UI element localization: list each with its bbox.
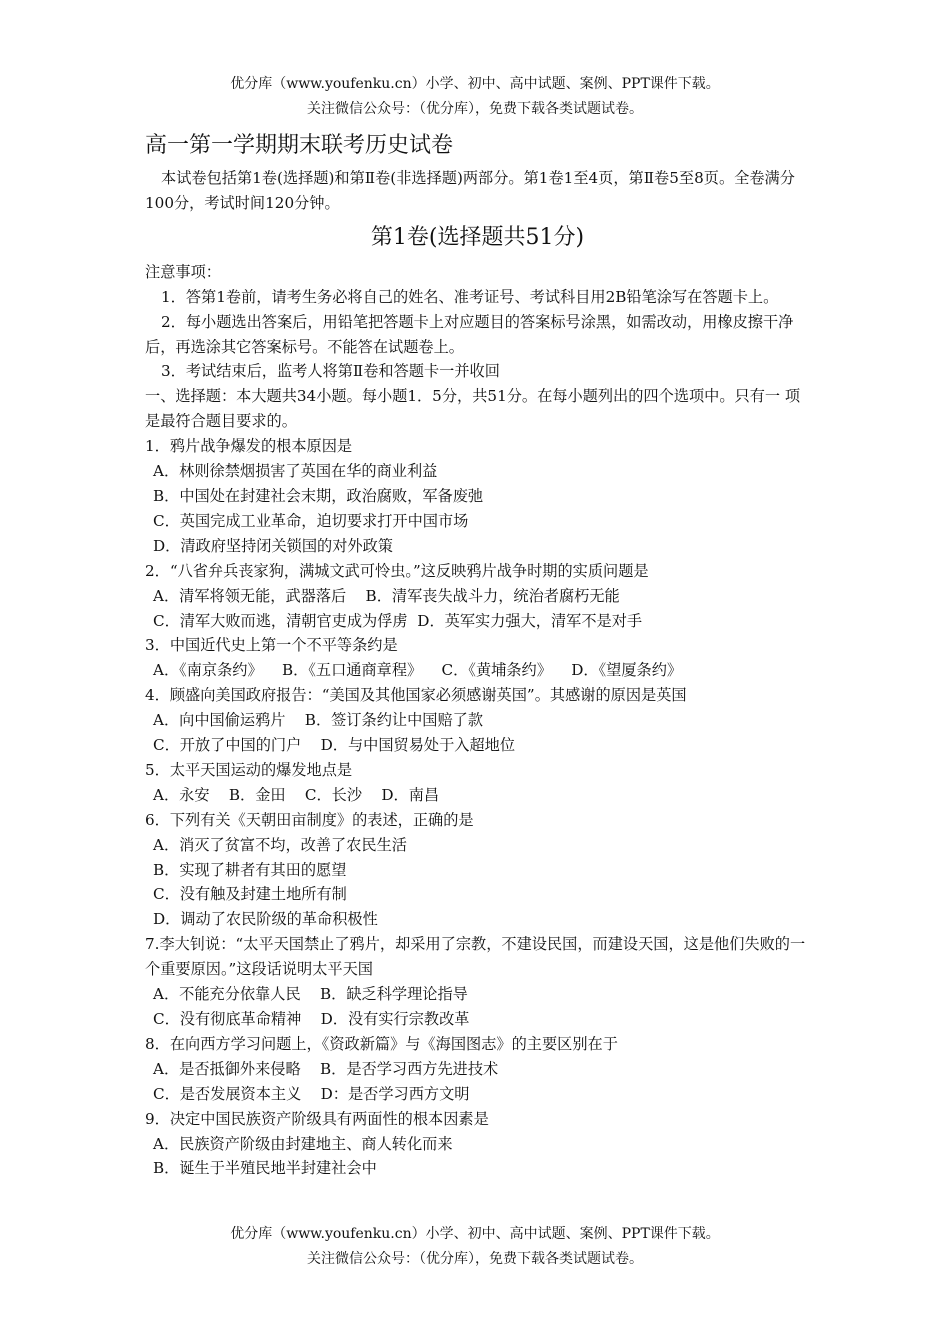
question-3 [145, 633, 810, 683]
question-option: C．没有触及封建土地所有制 [153, 885, 347, 904]
question-option: A．林则徐禁烟损害了英国在华的商业利益 [153, 462, 438, 481]
question-option: B．中国处在封建社会末期，政治腐败，军备废弛 [153, 486, 484, 505]
question-stem: 4．顾盛向美国政府报告：“美国及其他国家必须感谢英国”。其感谢的原因是英国 [145, 686, 687, 705]
question-1 [145, 434, 810, 559]
question-option: D．清政府坚持闭关锁国的对外政策 [153, 536, 393, 555]
header-line-2: 关注微信公众号：（优分库），免费下载各类试题试卷。 [307, 100, 643, 117]
question-6 [145, 808, 810, 933]
question-option: C．是否发展资本主义 D：是否学习西方文明 [153, 1084, 470, 1103]
question-stem: 7.李大钊说：“太平天国禁止了鸦片，却采用了宗教，不建设民国，而建设天国，这是他们失败的一个重要原因。”这段话说明太平天国 [145, 935, 806, 979]
question-option: A．清军将领无能，武器落后 B．清军丧失战斗力，统治者腐朽无能 [153, 586, 620, 605]
intro-paragraph: 本试卷包括第1卷(选择题)和第Ⅱ卷(非选择题)两部分。第1卷1至4页，第Ⅱ卷5至8页。全卷满分100分，考试时间120分钟。 [145, 169, 795, 212]
question-5 [145, 758, 810, 808]
question-option: A．不能充分依靠人民 B．缺乏科学理论指导 [153, 985, 468, 1004]
page-header [0, 72, 950, 121]
question-option: C．清军大败而逃，清朝官吏成为俘虏 D．英军实力强大，清军不是对手 [153, 611, 643, 630]
question-option: A．向中国偷运鸦片 B．签订条约让中国赔了款 [153, 711, 484, 730]
document-title: 高一第一学期期末联考历史试卷 [145, 133, 454, 158]
question-option: C．没有彻底革命精神 D．没有实行宗教改革 [153, 1010, 470, 1028]
notes-label: 注意事项： [145, 262, 221, 281]
note-item: 1．答第1卷前，请考生务必将自己的姓名、准考证号、考试科目用2B铅笔涂写在答题卡上。 [161, 287, 779, 306]
question-option: A．《南京条约》 B．《五口通商章程》 C．《黄埔条约》 D．《望厦条约》 [153, 661, 683, 680]
question-stem: 9．决定中国民族资产阶级具有两面性的根本因素是 [145, 1109, 489, 1128]
question-7 [145, 932, 810, 1032]
question-8 [145, 1032, 810, 1107]
question-stem: 8．在向西方学习问题上，《资政新篇》与《海国图志》的主要区别在于 [145, 1034, 618, 1053]
question-option: A．民族资产阶级由封建地主、商人转化而来 [153, 1134, 453, 1153]
question-stem: 6．下列有关《天朝田亩制度》的表述，正确的是 [145, 810, 474, 829]
question-option: C．开放了中国的门户 D．与中国贸易处于入超地位 [153, 736, 516, 755]
question-stem: 2．“八省弁兵丧家狗，满城文武可怜虫。”这反映鸦片战争时期的实质问题是 [145, 561, 649, 580]
document-body [145, 128, 810, 1181]
question-option: A．是否抵御外来侵略 B．是否学习西方先进技术 [153, 1059, 499, 1078]
footer-line-1: 优分库（www.youfenku.cn）小学、初中、高中试题、案例、PPT课件下载。 [230, 1226, 720, 1242]
question-stem: 5．太平天国运动的爆发地点是 [145, 760, 353, 779]
part-instruction: 一、选择题：本大题共34小题。每小题1．5分，共51分。在每小题列出的四个选项中。只有一 项是最符合题目要求的。 [145, 387, 801, 431]
question-4 [145, 683, 810, 758]
note-item: 3．考试结束后，监考人将第Ⅱ卷和答题卡一并收回 [161, 362, 500, 381]
question-option: A．永安 B．金田 C．长沙 D．南昌 [153, 785, 440, 804]
question-option: A．消灭了贫富不均，改善了农民生活 [153, 835, 407, 854]
question-option: B．诞生于半殖民地半封建社会中 [153, 1159, 377, 1178]
question-option: B．实现了耕者有其田的愿望 [153, 860, 347, 879]
question-option: D．调动了农民阶级的革命积极性 [153, 910, 378, 929]
footer-line-2: 关注微信公众号：（优分库），免费下载各类试题试卷。 [307, 1250, 643, 1267]
question-stem: 3．中国近代史上第一个不平等条约是 [145, 636, 398, 655]
question-2 [145, 559, 810, 634]
section-title: 第1卷(选择题共51分) [370, 224, 585, 250]
question-stem: 1．鸦片战争爆发的根本原因是 [145, 437, 353, 456]
question-option: C．英国完成工业革命，迫切要求打开中国市场 [153, 511, 469, 530]
question-9 [145, 1107, 810, 1182]
note-item: 2．每小题选出答案后，用铅笔把答题卡上对应题目的答案标号涂黑，如需改动，用橡皮擦干净后，再选涂其它答案标号。不能答在试题卷上。 [145, 312, 794, 356]
header-line-1: 优分库（www.youfenku.cn）小学、初中、高中试题、案例、PPT课件下载。 [230, 76, 720, 92]
page-footer [0, 1222, 950, 1271]
